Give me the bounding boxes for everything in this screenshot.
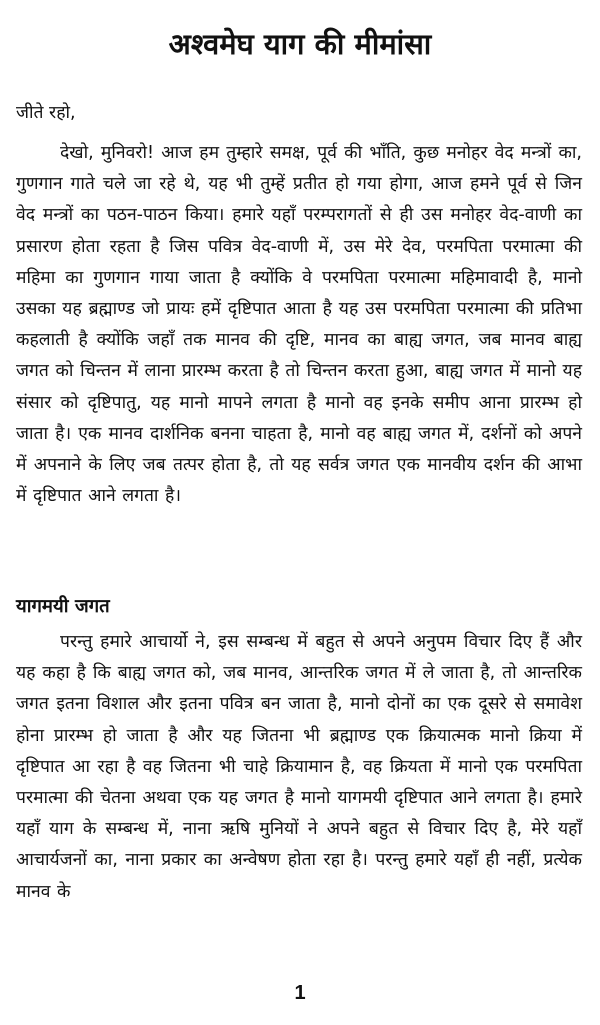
body-paragraph: देखो, मुनिवरो! आज हम तुम्हारे समक्ष, पूर्व की भाँति, कुछ मनोहर वेद मन्त्रों का, गुणगान गाते चले जा रहे थे, यह भी तुम्हें प्रतीत हो गया होगा, आज हमने पूर्व से जिन वेद मन्त्रों का पठन-पाठन किया। हमारे यहाँ परम्परागतों से ही उस मनोहर वेद-वाणी का प्रसारण होता रहता है जिस पवित्र वेद-वाणी में, उस मेरे देव, परमपिता परमात्मा की महिमा का गुणगान गाया जाता है क्योंकि वे परमपिता परमात्मा महिमावादी है, मानो उसका यह ब्रह्माण्ड जो प्रायः हमें दृष्टिपात आता है यह उस परमपिता परमात्मा की प्रतिभा कहलाती है क्योंकि जहाँ तक मानव की दृष्टि, मानव का बाह्य जगत, जब मानव बाह्य जगत को चिन्तन में लाना प्रारम्भ करता है तो चिन्तन करता हुआ, बाह्य जगत में मानो यह संसार को दृष्टिपातु, यह मानो मापने लगता है मानो वह इनके समीप आना प्रारम्भ हो जाता है। एक मानव दार्शनिक बनना चाहता है, मानो वह बाह्य जगत में, दर्शनों को अपने में अपनाने के लिए जब तत्पर होता है, तो यह सर्वत्र जगत एक मानवीय दर्शन की आभा में दृष्टिपात आने लगता है। <box>16 143 582 507</box>
greeting-line: जीते रहो, <box>16 103 76 123</box>
section-subheading: यागमयी जगत <box>16 596 110 617</box>
chapter-title: अश्वमेघ याग की मीमांसा <box>168 27 432 61</box>
section-paragraph: परन्तु हमारे आचार्यो ने, इस सम्बन्ध में बहुत से अपने अनुपम विचार दिए हैं और यह कहा है कि बाह्य जगत को, जब मानव, आन्तरिक जगत में ले जाता है, तो आन्तरिक जगत इतना विशाल और इतना पवित्र बन जाता है, मानो दोनों का एक दूसरे से समावेश होना प्रारम्भ हो जाता है और यह जितना भी ब्रह्माण्ड एक क्रियात्मक मानो क्रिया में दृष्टिपात आ रहा है वह जितना भी चाहे क्रियामान है, वह क्रियता में मानो एक परमपिता परमात्मा की चेतना अथवा एक यह जगत है मानो यागमयी दृष्टिपात आने लगता है। हमारे यहाँ याग के सम्बन्ध में, नाना ऋषि मुनियों ने अपने बहुत से विचार दिए है, मेरे यहाँ आचार्यजनों का, नाना प्रकार का अन्वेषण होता रहा है। परन्तु हमारे यहाँ ही नहीं, प्रत्येक मानव के <box>16 632 582 902</box>
page-number: 1 <box>294 982 306 1004</box>
